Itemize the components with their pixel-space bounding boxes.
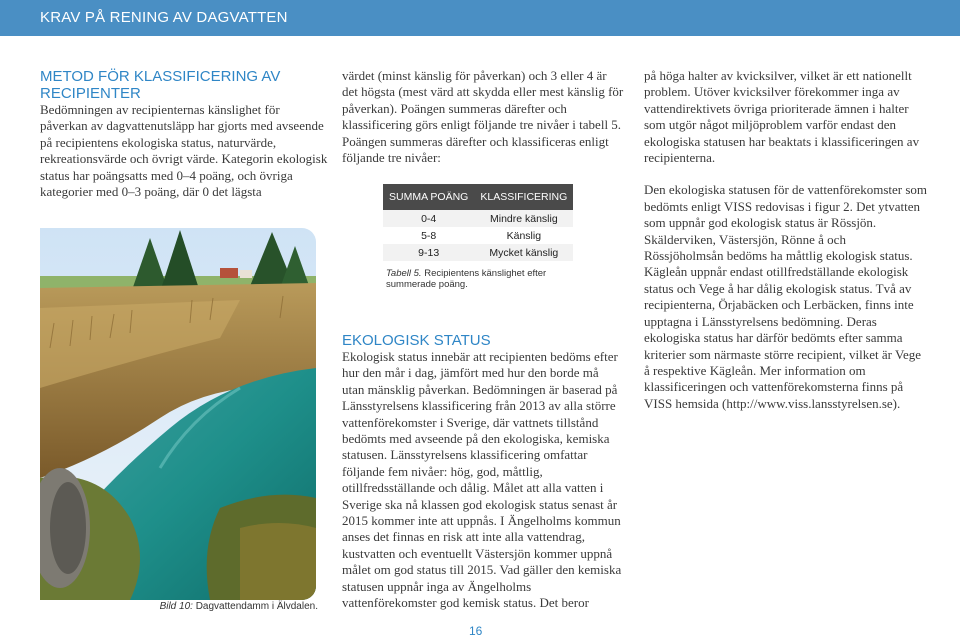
- table-header-classification: KLASSIFICERING: [474, 184, 573, 210]
- column-middle-lower: [342, 332, 624, 612]
- table-cell-score: 0-4: [383, 210, 474, 227]
- photo-caption-text: Dagvattendamm i Älvdalen.: [192, 601, 318, 612]
- table-header-row: [383, 184, 573, 210]
- classification-table: [383, 184, 573, 261]
- page-number: 16: [469, 624, 483, 638]
- table-cell-classification: Mindre känslig: [474, 210, 573, 227]
- table-caption: [386, 268, 596, 290]
- header-title: KRAV PÅ RENING AV DAGVATTEN: [40, 9, 288, 26]
- table-row: [383, 244, 573, 261]
- table-caption-text: Recipientens känslighet efter summerade poäng.: [386, 268, 547, 290]
- column-left: [40, 68, 328, 200]
- photo-caption-number: Bild 10:: [159, 601, 193, 612]
- photo-caption: [40, 601, 318, 612]
- viss-paragraph: Den ekologiska statusen för de vattenförekomster som bedömts enligt VISS redovisas i figur 2. Det ytvatten som uppnår god ekologisk status är Rössjön. Skälderviken, Västersjön, Rönne å och Rössjöholmsån bedöms ha måttlig ekologisk status. Kägleån uppnår endast otillfredställande ekologisk status och Vege å har dålig ekologisk status. Två av recipienterna, Örjabäcken och Lerbäcken, finns inte upptagna i Länsstyrelsens bedömning. Deras ekologiska status har därför bedömts efter samma kriterier som närmaste större recipient, vilket är Vege å respektive Kägleån. Mer information om klassificeringen och vattenförekomsterna finns på VISS hemsida (http://www.viss.lansstyrelsen.se).: [644, 182, 928, 411]
- stormwater-pond-photo: [40, 228, 316, 600]
- table-caption-number: Tabell 5.: [386, 268, 422, 279]
- table-row: [383, 227, 573, 244]
- table-cell-score: 5-8: [383, 227, 474, 244]
- table-header-score: SUMMA POÄNG: [383, 184, 474, 210]
- table-cell-classification: Känslig: [474, 227, 573, 244]
- section-heading-method: METOD FÖR KLASSIFICERING AV RECIPIENTER: [40, 68, 281, 102]
- section-heading-ecological-status: EKOLOGISK STATUS: [342, 332, 491, 349]
- classification-table-wrap: [383, 184, 568, 261]
- column-right: [644, 68, 928, 412]
- classification-paragraph: värdet (minst känslig för påverkan) och 3 eller 4 är det högsta (mest värd att skydda eller mest känslig för påverkan). Poängen summeras därefter och klassificering görs enligt följande tre nivåer i tabell 5. Poängen summeras därefter och klassificeras enligt följande tre nivåer:: [342, 68, 624, 166]
- mercury-paragraph: på höga halter av kvicksilver, vilket är ett nationellt problem. Utöver kvicksilver förekommer inga av vattendirektivets övriga prioriterade ämnen i halter som utgör något miljöproblem varför endast den ekologiska statusen har beaktats i klassificeringen av recipienterna.: [644, 68, 920, 166]
- ecological-status-paragraph: Ekologisk status innebär att recipienten bedöms efter hur den mår i dag, jämfört med hur den borde må utan mänsklig påverkan. Bedömningen är baserad på Länsstyrelsens klassificering från 2013 av alla större vattenförekomster i Sverige, där vattnets tillstånd bedömts med avseende på den ekologiska, kemiska statusen. Länsstyrelsens klassificering omfattar följande fem nivåer: hög, god, måttlig, otillfredsställande och dålig. Målet att alla vatten i Sverige ska nå klassen god ekologisk status senast år 2015 kommer inte att uppnås. I Ängelholms kommun anses det finnas en risk att inte alla vattendrag, kustvatten och eventuellt Västersjön kommer uppnå målet om god status till 2015. Vad gäller den kemiska statusen uppnår inga av Ängelholms vattenförekomster god kemisk status. Det beror: [342, 349, 622, 611]
- table-cell-score: 9-13: [383, 244, 474, 261]
- column-middle: [342, 68, 624, 166]
- header-bar: [0, 0, 960, 36]
- table-cell-classification: Mycket känslig: [474, 244, 573, 261]
- method-paragraph: Bedömningen av recipienternas känslighet för påverkan av dagvattenutsläpp har gjorts med avseende på recipientens ekologiska status, naturvärde, rekreationsvärde och övrigt värde. Kategorin ekologisk status har poängsatts med 0–4 poäng, och övriga kategorier med 0–3 poäng, där 0 det lägsta: [40, 102, 328, 200]
- table-row: [383, 210, 573, 227]
